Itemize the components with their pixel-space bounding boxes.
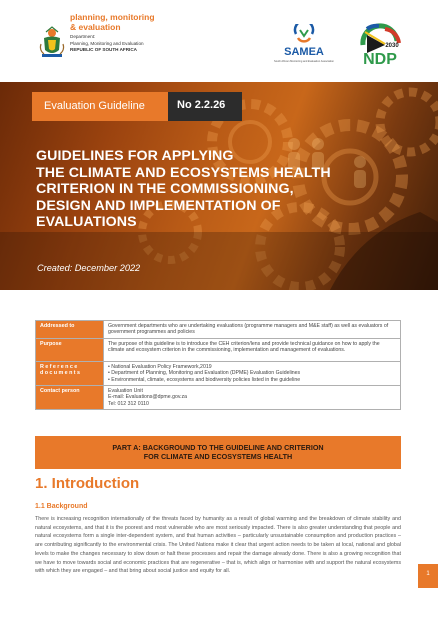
title-line: CRITERION IN THE COMMISSIONING, [36, 181, 294, 197]
table-row [36, 321, 401, 339]
guideline-type-label: Evaluation Guideline [44, 100, 145, 112]
title-line: EVALUATIONS [36, 214, 137, 230]
contact-email[interactable]: E-mail: Evaluations@dpme.gov.za [108, 394, 187, 401]
section-heading: 1. Introduction [35, 475, 140, 492]
reference-item: • Department of Planning, Monitoring and Evaluation (DPME) Evaluation Guidelines [108, 370, 301, 377]
table-row [36, 386, 401, 410]
guideline-type-tag [32, 92, 168, 121]
subsection-heading: 1.1 Background [35, 503, 88, 510]
page-number-box [418, 564, 438, 588]
addressed-to-label: Addressed to [36, 321, 104, 339]
dept-sub-line3: REPUBLIC OF SOUTH AFRICA [70, 47, 137, 53]
reference-documents-value [104, 361, 401, 385]
department-name [70, 12, 155, 53]
title-line: DESIGN AND IMPLEMENTATION OF [36, 197, 281, 214]
dept-sub-line1: Department: [70, 34, 96, 39]
cover-banner [0, 82, 438, 290]
created-date: Created: December 2022 [37, 263, 141, 273]
coat-of-arms-logo [38, 26, 66, 60]
svg-text:2030: 2030 [385, 43, 399, 49]
reference-documents-label: Reference documents [36, 361, 104, 385]
dept-title-line2: & evaluation [70, 22, 121, 32]
background-paragraph: There is increasing recognition internationally of the threats faced by humanity as a result of global warming and the breakdown of climate stability and natural ecosystems, and that it is the poorest and most vulnerable who are most seriously impacted. There is also greater understanding that people and natural ecosystems form a single inter-dependent system, and that human activities – particularly unsustainable consumption and production practices – are contributing significantly to the environmental crisis. The United Nations make it clear that urgent action needs to be taken at local, national and global levels to make the changes necessary to slow down or halt these processes and repair the damage already done. There is also a growing recognition that we have to move towards social and economic practices that are regenerative – that is, which align or harmonise with and support the natural ecosystems with which they are engaged – and that bring about social justice and equity for all. [35, 516, 401, 575]
svg-text:SAMEA: SAMEA [284, 46, 324, 58]
purpose-label: Purpose [36, 338, 104, 361]
reference-item: • National Evaluation Policy Framework,2019 [108, 363, 212, 370]
page-number: 1 [426, 571, 430, 577]
contact-line: Evaluation Unit [108, 388, 143, 395]
part-a-line: FOR CLIMATE AND ECOSYSTEMS HEALTH [143, 452, 293, 461]
document-info-table [35, 320, 401, 410]
contact-line: Tel: 012 312 0110 [108, 400, 149, 407]
svg-text:NDP: NDP [363, 51, 397, 68]
part-a-heading [35, 443, 401, 461]
table-row [36, 338, 401, 361]
reference-item: • Environmental, climate, ecosystems and biodiversity policies listed in the guideline [108, 376, 301, 383]
contact-person-value [104, 386, 401, 410]
part-a-banner [35, 436, 401, 469]
guideline-number-tag [168, 92, 242, 121]
document-title [36, 148, 366, 231]
page-header [0, 0, 438, 82]
samea-logo [274, 24, 334, 66]
table-row [36, 361, 401, 385]
guideline-number-label: No 2.2.26 [177, 99, 226, 111]
purpose-value: The purpose of this guideline is to introduce the CEH criterion/lens and provide technical guidance on how to apply the climate and ecosystem criterion in the commissioning, implementation and management of evaluations. [104, 338, 401, 361]
dept-title-line1: planning, monitoring [70, 12, 155, 22]
title-line: GUIDELINES FOR APPLYING [36, 148, 234, 164]
svg-text:South African Monitoring and E: South African Monitoring and Evaluation Association [274, 60, 334, 63]
dept-sub-line2: Planning, Monitoring and Evaluation [70, 40, 144, 46]
addressed-to-value: Government departments who are undertaking evaluations (programme managers and M&E staff) as well as evaluators of government programmes and policies [104, 321, 401, 339]
part-a-line: PART A: BACKGROUND TO THE GUIDELINE AND CRITERION [112, 443, 324, 452]
title-line: THE CLIMATE AND ECOSYSTEMS HEALTH [36, 164, 331, 181]
contact-person-label: Contact person [36, 386, 104, 410]
ndp-2030-logo [355, 23, 405, 69]
